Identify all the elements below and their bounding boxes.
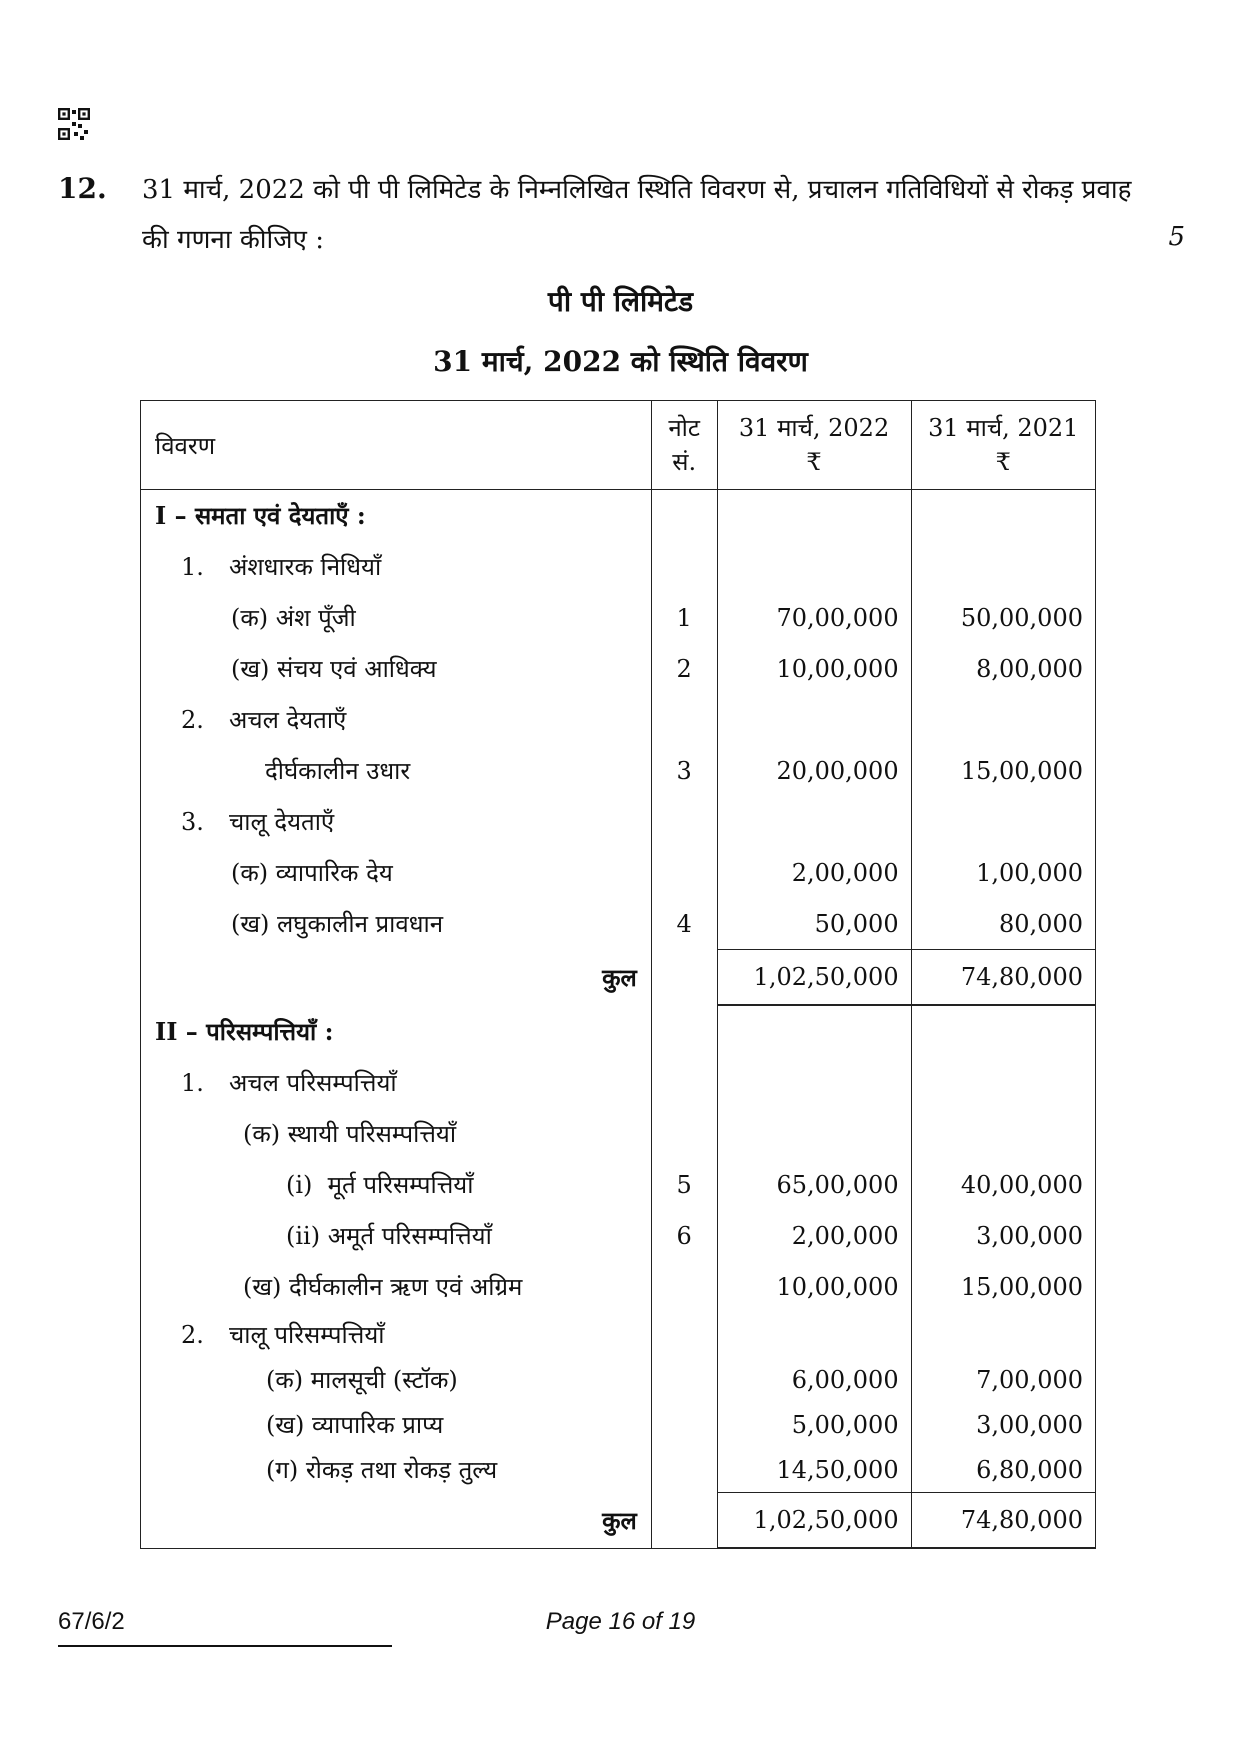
question-text: 31 मार्च, 2022 को पी पी लिमिटेड के निम्नलिखित स्थिति विवरण से, प्रचालन गतिविधियों से रोकड़ प्रवाह की गणना कीजिए :	[142, 175, 1132, 255]
section-heading: I – समता एवं देयताएँ :	[141, 490, 652, 542]
header-currency-2021: ₹	[995, 448, 1011, 476]
row-note	[651, 1447, 717, 1493]
footer-divider	[58, 1645, 392, 1647]
row-value-2021: 3,00,000	[911, 1402, 1095, 1447]
group-label: अचल देयताएँ	[229, 706, 347, 734]
table-row	[141, 541, 1096, 592]
total-value-2022: 1,02,50,000	[717, 1493, 911, 1549]
table-row	[141, 1159, 1096, 1210]
group-number: 3.	[181, 808, 204, 836]
group-heading	[141, 694, 652, 745]
subgroup-heading: (क) स्थायी परिसम्पत्तियाँ	[141, 1108, 652, 1159]
row-value-2022: 2,00,000	[717, 847, 911, 898]
group-label: अंशधारक निधियाँ	[229, 553, 382, 581]
row-value-2022: 20,00,000	[717, 745, 911, 796]
question-marks: 5	[1168, 222, 1185, 252]
header-year-2021	[911, 401, 1095, 490]
header-year-2022-label: 31 मार्च, 2022	[738, 414, 890, 442]
section-heading: II – परिसम्पत्तियाँ :	[141, 1005, 652, 1057]
row-value-2022: 6,00,000	[717, 1357, 911, 1402]
table-header-row	[141, 401, 1096, 490]
table-row	[141, 1312, 1096, 1357]
table-row	[141, 1005, 1096, 1057]
row-value-2021: 80,000	[911, 898, 1095, 950]
row-label: (ii) अमूर्त परिसम्पत्तियाँ	[141, 1210, 652, 1261]
row-label: (क) व्यापारिक देय	[141, 847, 652, 898]
group-heading	[141, 796, 652, 847]
qr-code-icon	[58, 108, 90, 140]
row-value-2021: 15,00,000	[911, 1261, 1095, 1312]
row-value-2022: 70,00,000	[717, 592, 911, 643]
group-label: अचल परिसम्पत्तियाँ	[229, 1069, 397, 1097]
table-row	[141, 1261, 1096, 1312]
row-note: 3	[651, 745, 717, 796]
group-number: 2.	[181, 1321, 204, 1349]
table-row	[141, 796, 1096, 847]
balance-sheet-table	[140, 400, 1096, 1549]
row-note: 5	[651, 1159, 717, 1210]
page-number: Page 16 of 19	[545, 1608, 696, 1635]
row-value-2021: 40,00,000	[911, 1159, 1095, 1210]
total-value-2022: 1,02,50,000	[717, 950, 911, 1006]
table-row	[141, 1402, 1096, 1447]
table-row	[141, 847, 1096, 898]
row-note	[651, 1261, 717, 1312]
total-row	[141, 950, 1096, 1006]
company-name: पी पी लिमिटेड	[547, 285, 694, 318]
group-label: चालू देयताएँ	[229, 808, 335, 836]
table-row	[141, 1108, 1096, 1159]
header-particulars: विवरण	[141, 401, 652, 490]
total-label: कुल	[141, 950, 652, 1006]
row-note: 2	[651, 643, 717, 694]
header-year-2022	[717, 401, 911, 490]
statement-title: 31 मार्च, 2022 को स्थिति विवरण	[433, 345, 808, 378]
table-row	[141, 898, 1096, 950]
table-row	[141, 694, 1096, 745]
row-note: 4	[651, 898, 717, 950]
row-note	[651, 1402, 717, 1447]
group-number: 1.	[181, 1069, 204, 1097]
question-number: 12.	[58, 172, 107, 205]
row-note: 1	[651, 592, 717, 643]
table-row	[141, 745, 1096, 796]
total-value-2021: 74,80,000	[911, 950, 1095, 1006]
row-value-2022: 2,00,000	[717, 1210, 911, 1261]
table-row	[141, 1357, 1096, 1402]
row-label: (क) अंश पूँजी	[141, 592, 652, 643]
total-label: कुल	[141, 1493, 652, 1549]
group-number: 2.	[181, 706, 204, 734]
header-note	[651, 401, 717, 490]
group-heading	[141, 541, 652, 592]
header-year-2021-label: 31 मार्च, 2021	[928, 414, 1079, 442]
row-label: (ग) रोकड़ तथा रोकड़ तुल्य	[141, 1447, 652, 1493]
table-row	[141, 592, 1096, 643]
row-value-2022: 65,00,000	[717, 1159, 911, 1210]
row-value-2021: 15,00,000	[911, 745, 1095, 796]
row-value-2022: 50,000	[717, 898, 911, 950]
group-heading	[141, 1057, 652, 1108]
group-label: चालू परिसम्पत्तियाँ	[229, 1321, 385, 1349]
row-label: (i) मूर्त परिसम्पत्तियाँ	[141, 1159, 652, 1210]
table-row	[141, 490, 1096, 542]
row-label: (ख) दीर्घकालीन ऋण एवं अग्रिम	[141, 1261, 652, 1312]
row-note	[651, 847, 717, 898]
total-row	[141, 1493, 1096, 1549]
header-note-line2: सं.	[672, 448, 697, 476]
row-label: दीर्घकालीन उधार	[141, 745, 652, 796]
row-value-2022: 14,50,000	[717, 1447, 911, 1493]
table-row	[141, 1210, 1096, 1261]
row-label: (ख) लघुकालीन प्रावधान	[141, 898, 652, 950]
row-value-2021: 50,00,000	[911, 592, 1095, 643]
table-row	[141, 643, 1096, 694]
row-label: (क) मालसूची (स्टॉक)	[141, 1357, 652, 1402]
row-value-2022: 5,00,000	[717, 1402, 911, 1447]
row-note: 6	[651, 1210, 717, 1261]
row-label: (ख) संचय एवं आधिक्य	[141, 643, 652, 694]
row-value-2021: 3,00,000	[911, 1210, 1095, 1261]
group-number: 1.	[181, 553, 204, 581]
row-value-2022: 10,00,000	[717, 643, 911, 694]
row-value-2021: 6,80,000	[911, 1447, 1095, 1493]
group-heading	[141, 1312, 652, 1357]
total-value-2021: 74,80,000	[911, 1493, 1095, 1549]
table-row	[141, 1057, 1096, 1108]
header-currency-2022: ₹	[806, 448, 822, 476]
row-value-2022: 10,00,000	[717, 1261, 911, 1312]
row-label: (ख) व्यापारिक प्राप्य	[141, 1402, 652, 1447]
paper-code: 67/6/2	[58, 1608, 125, 1635]
header-note-line1: नोट	[668, 414, 700, 442]
row-note	[651, 1357, 717, 1402]
table-row	[141, 1447, 1096, 1493]
row-value-2021: 8,00,000	[911, 643, 1095, 694]
row-value-2021: 1,00,000	[911, 847, 1095, 898]
row-value-2021: 7,00,000	[911, 1357, 1095, 1402]
